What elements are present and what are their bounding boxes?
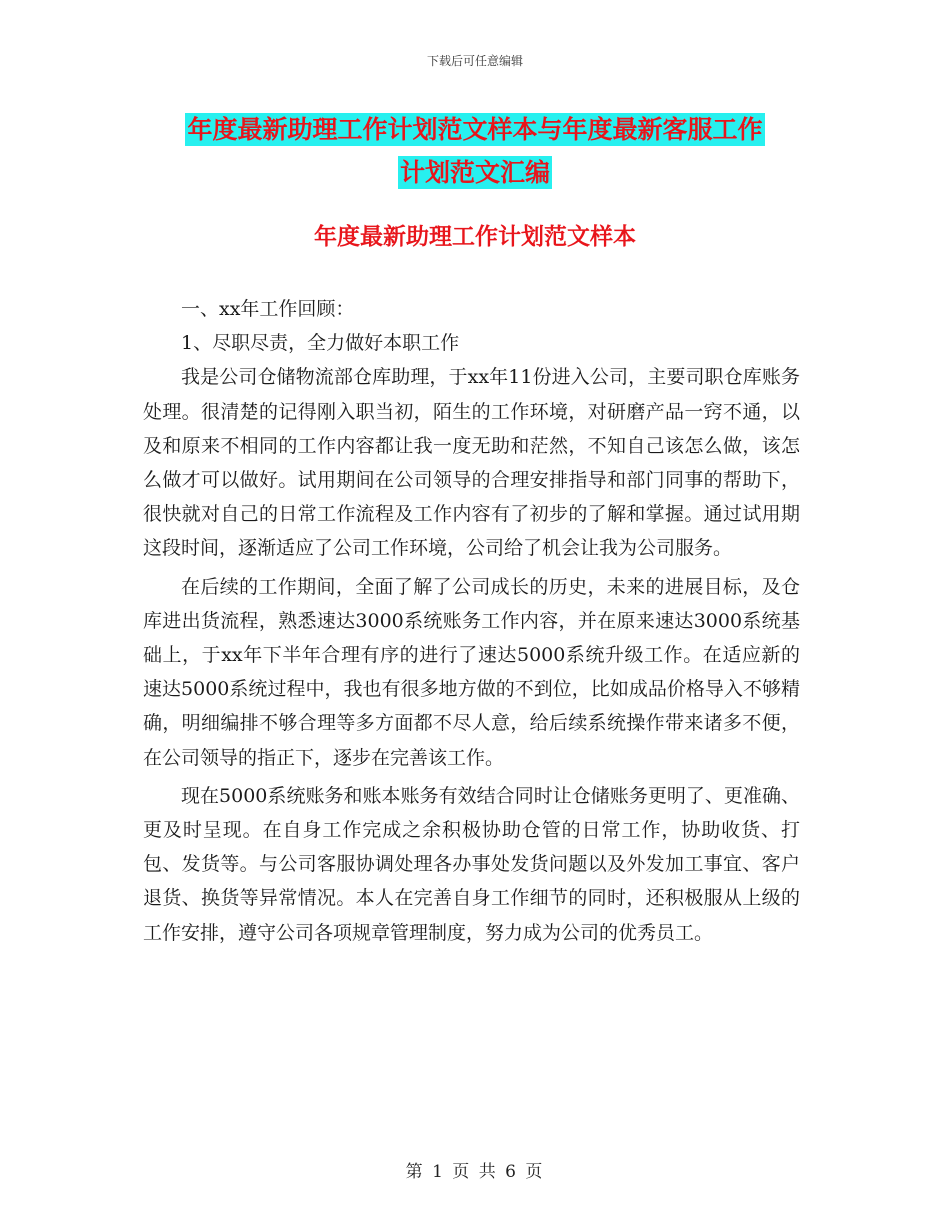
- page-footer: 第 1 页 共 6 页: [405, 1162, 545, 1182]
- document-title-line-1: 年度最新助理工作计划范文样本与年度最新客服工作: [187, 115, 763, 144]
- paragraph: 我是公司仓储物流部仓库助理，于xx年11份进入公司，主要司职仓库账务处理。很清楚的记得刚入职当初，陌生的工作环境，对研磨产品一窍不通，以及和原来不相同的工作内容都让我一度无助和茫然，不知自己该怎么做，该怎么做才可以做好。试用期间在公司领导的合理安排指导和部门同事的帮助下，很快就对自己的日常工作流程及工作内容有了初步的了解和掌握。通过试用期这段时间，逐渐适应了公司工作环境，公司给了机会让我为公司服务。: [143, 366, 800, 560]
- section-title: 年度最新助理工作计划范文样本: [314, 224, 636, 250]
- document-title-line-2: 计划范文汇编: [399, 158, 550, 187]
- paragraph: 现在5000系统账务和账本账务有效结合同时让仓储账务更明了、更准确、更及时呈现。在自身工作完成之余积极协助仓管的日常工作，协助收货、打包、发货等。与公司客服协调处理各办事处发货问题以及外发加工事宜、客户退货、换货等异常情况。本人在完善自身工作细节的同时，还积极服从上级的工作安排，遵守公司各项规章管理制度，努力成为公司的优秀员工。: [143, 784, 800, 944]
- paragraph: 在后续的工作期间，全面了解了公司成长的历史，未来的进展目标，及仓库进出货流程，熟悉速达3000系统账务工作内容，并在原来速达3000系统基础上，于xx年下半年合理有序的进行了速达5000系统升级工作。在适应新的速达5000系统过程中，我也有很多地方做的不到位，比如成品价格导入不够精确，明细编排不够合理等多方面都不尽人意，给后续系统操作带来诸多不便，在公司领导的指正下，逐步在完善该工作。: [143, 575, 800, 769]
- body-text: [143, 292, 800, 950]
- document-title: [0, 108, 950, 194]
- page-header: 下载后可任意编辑: [426, 54, 523, 68]
- paragraph-heading-duty: 1、尽职尽责，全力做好本职工作: [181, 332, 460, 355]
- paragraph-heading-review: 一、xx年工作回顾：: [181, 298, 355, 320]
